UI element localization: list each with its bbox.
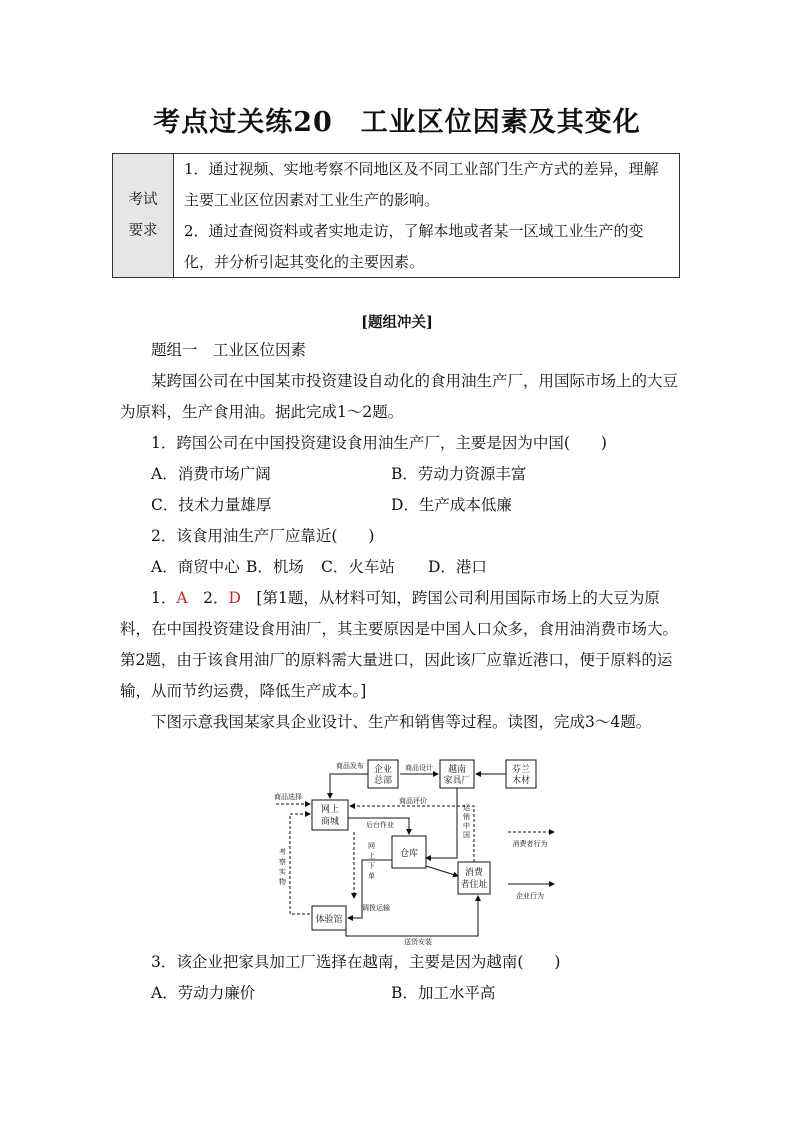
answer-num-2: 2． — [203, 589, 229, 607]
label-inspect-3: 实 — [279, 868, 286, 876]
answer-1: A — [176, 589, 188, 607]
q3-options-row1 — [120, 978, 680, 1009]
label-order-3: 下 — [368, 862, 375, 870]
answer-explanation: [第1题，从材料可知，跨国公司利用国际市场上的大豆为原料，在中国投资建设食用油厂，其主要原因是中国人口众多，食用油消费市场大。第2题，由于该食用油厂的原料需大量进口，因此该厂应靠近港口，便于原料的运输，从而节约运费，降低生产成本。] — [120, 589, 679, 700]
arrow-warehouse-consumer — [426, 866, 458, 876]
q1-option-d: D．生产成本低廉 — [391, 496, 512, 514]
consumer-label-1: 消费 — [464, 868, 484, 878]
legend-consumer-label: 消费者行为 — [512, 840, 548, 848]
consumer-label-2: 者住址 — [460, 880, 488, 890]
q2-options — [120, 552, 680, 583]
label-ship-3: 中 — [463, 822, 470, 830]
arrow-factory-warehouse — [426, 788, 457, 858]
q2-stem: 2．该食用油生产厂应靠近( ) — [151, 527, 375, 545]
mall-label-2: 商城 — [320, 817, 340, 827]
label-inspect-1: 考 — [279, 848, 286, 856]
requirements-table — [112, 153, 680, 278]
q1-option-a: A．消费市场广阔 — [151, 465, 271, 483]
label-backend: 后台作业 — [366, 821, 394, 829]
q2-option-d: D．港口 — [428, 558, 487, 576]
label-select: 商品选择 — [274, 793, 302, 801]
label-order-1: 网 — [368, 842, 375, 850]
intro-2: 下图示意我国某家具企业设计、生产和销售等过程。读图，完成3～4题。 — [151, 713, 652, 731]
mall-label-1: 网上 — [320, 805, 340, 815]
label-transfer: 调拨运输 — [362, 904, 390, 912]
answer-num-1: 1． — [151, 589, 177, 607]
q3-stem: 3．该企业把家具加工厂选择在越南，主要是因为越南( ) — [151, 953, 561, 971]
q1-option-c: C．技术力量雄厚 — [151, 496, 272, 514]
q1-options-row1 — [120, 459, 680, 490]
wood-label-1: 芬兰 — [511, 765, 531, 775]
label-order-4: 单 — [368, 872, 375, 880]
label-delivery: 送货安装 — [404, 938, 432, 946]
label-review: 商品评价 — [399, 797, 427, 805]
content-block-2 — [120, 947, 680, 1009]
hq-label-1: 企业 — [373, 765, 393, 775]
q2-option-b: B．机场 — [246, 558, 304, 576]
page-title: 考点过关练20 工业区位因素及其变化 — [153, 107, 641, 138]
wood-label-2: 木材 — [511, 776, 531, 786]
legend-enterprise-label: 企业行为 — [516, 892, 544, 900]
q1-options-row2 — [120, 490, 680, 521]
arrow-showroom-consumer — [346, 896, 478, 936]
requirements-body — [174, 154, 679, 277]
factory-label-1: 越南 — [447, 765, 467, 775]
intro-1: 某跨国公司在中国某市投资建设自动化的食用油生产厂，用国际市场上的大豆为原料，生产食用油。据此完成1～2题。 — [120, 372, 679, 421]
label-inspect-4: 物 — [279, 878, 286, 886]
label-order-2: 上 — [368, 852, 375, 860]
label-ship-1: 运 — [463, 804, 470, 812]
requirement-item-2: 2．通过查阅资料或者实地走访，了解本地或者某一区域工业生产的变化，并分析引起其变化的主要因素。 — [184, 222, 644, 271]
q2-option-a: A．商贸中心 — [151, 558, 240, 576]
requirement-item-1: 1．通过视频、实地考察不同地区及不同工业部门生产方式的差异，理解主要工业区位因素对工业生产的影响。 — [184, 160, 659, 209]
answer-paragraph — [120, 583, 680, 707]
q3-option-b: B．加工水平高 — [391, 984, 496, 1002]
requirements-label-line2: 要求 — [128, 222, 158, 239]
q1-option-b: B．劳动力资源丰富 — [391, 465, 527, 483]
content-block-1 — [120, 335, 680, 738]
q2-option-c: C．火车站 — [321, 558, 395, 576]
section-heading: [题组冲关] — [361, 314, 433, 331]
showroom-label: 体验馆 — [315, 915, 343, 925]
requirements-label-line1: 考试 — [128, 191, 158, 208]
label-design: 商品设计 — [405, 764, 433, 772]
answer-2: D — [228, 589, 241, 607]
arrow-inspect — [290, 814, 310, 914]
label-ship-2: 销 — [463, 813, 470, 821]
arrow-hq-mall — [330, 774, 368, 798]
label-publish: 商品发布 — [336, 762, 364, 770]
warehouse-label: 仓库 — [399, 849, 419, 859]
label-ship-4: 国 — [463, 831, 470, 839]
q3-option-a: A．劳动力廉价 — [151, 984, 256, 1002]
q1-stem: 1．跨国公司在中国投资建设食用油生产厂，主要是因为中国( ) — [151, 434, 607, 452]
label-inspect-2: 察 — [279, 858, 286, 866]
requirements-label — [113, 154, 174, 277]
factory-label-2: 家具厂 — [443, 776, 471, 786]
furniture-process-diagram — [268, 748, 568, 946]
group1-title: 题组一 工业区位因素 — [151, 341, 307, 359]
hq-label-2: 总部 — [373, 776, 393, 786]
